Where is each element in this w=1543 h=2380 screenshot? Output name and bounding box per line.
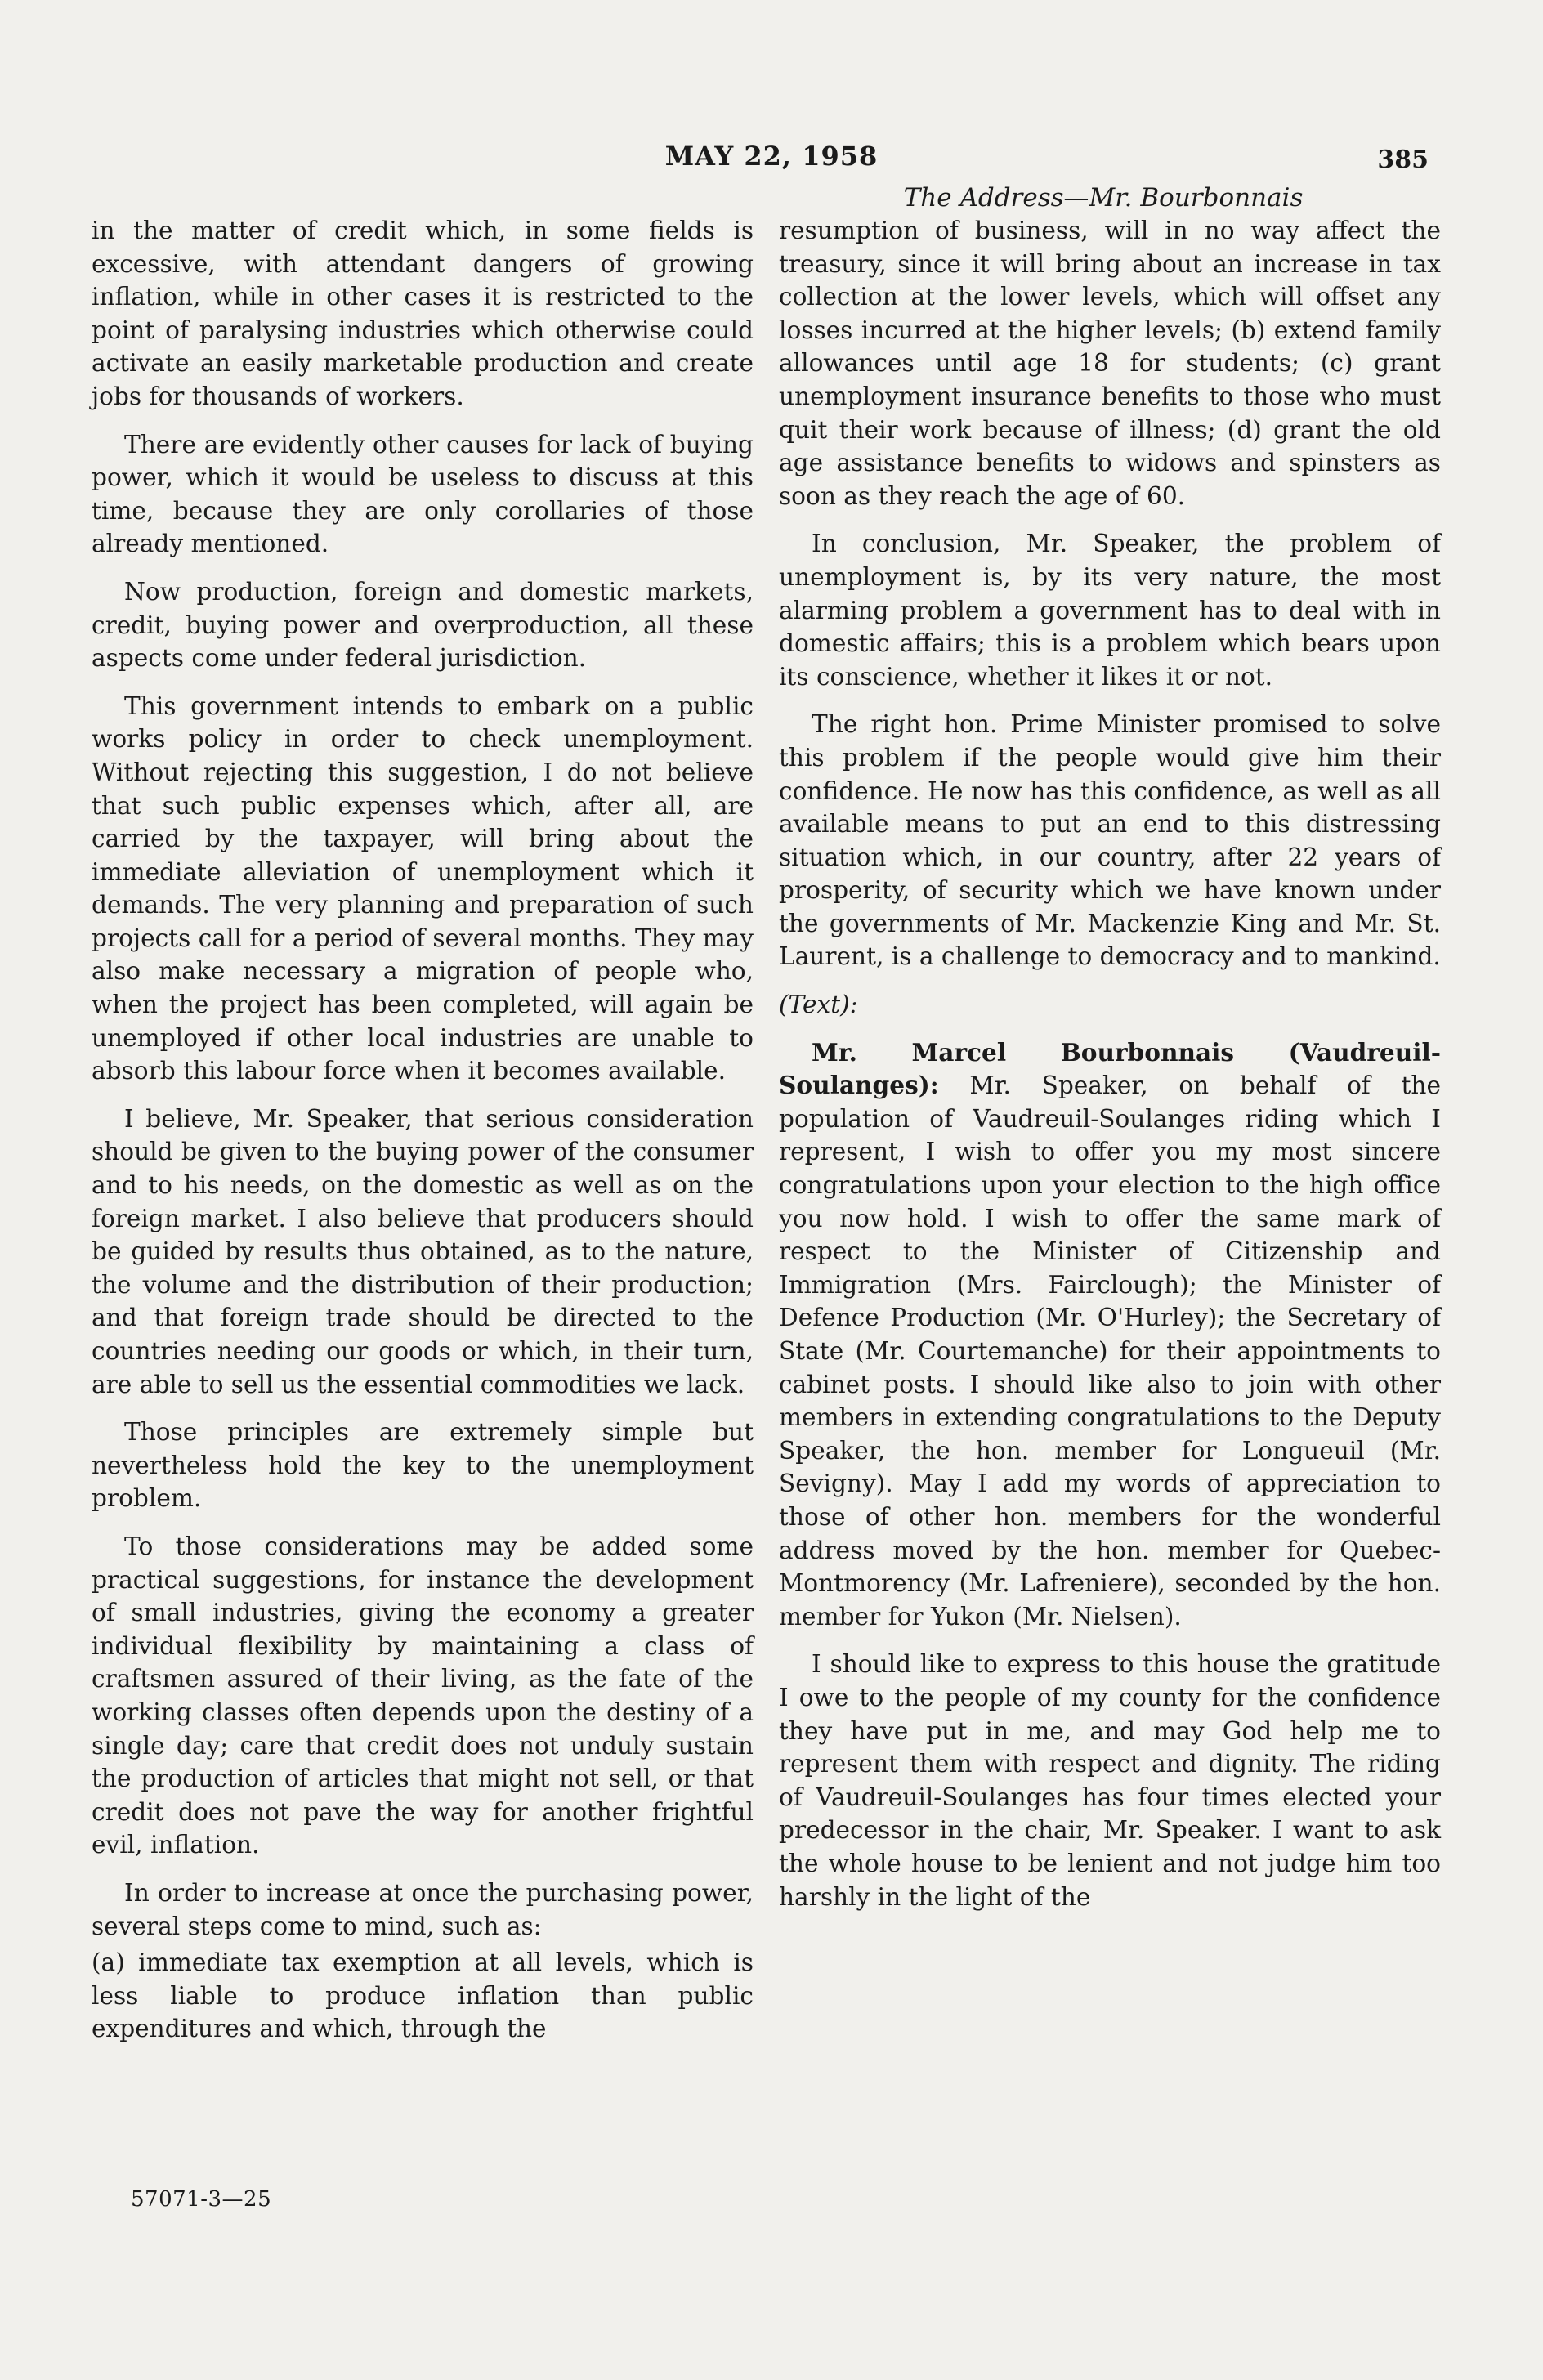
section-label: (Text): [779,991,858,1019]
paragraph: (a) immediate tax exemption at all levels, which is less liable to produce inflation than public expenditures and which, through the [92,1948,754,2043]
paragraph: This government intends to embark on a public works policy in order to check unemployment. Without rejecting this suggestion, I do not believe that such public expenses which, after all, are carried by the taxpayer, will bring about the immediate alleviation of unemployment which it demands. The very planning and preparation of such projects call for a period of several months. They may also make necessary a migration of people who, when the project has been completed, will again be unemployed if other local industries are unable to absorb this labour force when it becomes available. [92,691,754,1085]
page-header [0,141,1543,181]
page-number: 385 [1377,145,1429,174]
page-date: MAY 22, 1958 [664,141,879,172]
footer-code: 57071-3—25 [131,2187,272,2212]
paragraph: Now production, foreign and domestic markets, credit, buying power and overproduction, all these aspects come under federal jurisdiction. [92,577,754,673]
paragraph: resumption of business, will in no way affect the treasury, since it will bring about an increase in tax collection at the lower levels, which will offset any losses incurred at the higher levels; (b) extend family allowances until age 18 for students; (c) grant unemployment insurance benefits to those who must quit their work because of illness; (d) grant the old age assistance benefits to widows and spinsters as soon as they reach the age of 60. [779,217,1441,510]
paragraph: Those principles are extremely simple but nevertheless hold the key to the unemployment problem. [92,1418,754,1513]
running-head: The Address—Mr. Bourbonnais [903,183,1304,212]
speech-text: Mr. Speaker, on behalf of the population of Vaudreuil-Soulanges riding which I represent, I wish to offer you my most sincere congratulations upon your election to the high office you now hold. I wish to offer the same mark of respect to the Minister of Citizenship and Immigration (Mrs. Fairclough); the Minister of Defence Production (Mr. O'Hurley); the Secretary of State (Mr. Courtemanche) for their appointments to cabinet posts. I should like also to join with other members in extending congratulations to the Deputy Speaker, the hon. member for Longueuil (Mr. Sevigny). May I add my words of appreciation to those of other hon. members for the wonderful address moved by the hon. member for Quebec-Montmorency (Mr. Lafreniere), seconded by the hon. member for Yukon (Mr. Nielsen). [779,1071,1441,1631]
right-column [779,214,1441,1928]
paragraph: In order to increase at once the purchasing power, several steps come to mind, such as: [92,1878,754,1940]
paragraph: In conclusion, Mr. Speaker, the problem of unemployment is, by its very nature, the most alarming problem a government has to deal with in domestic affairs; this is a problem which bears upon its conscience, whether it likes it or not. [779,530,1441,691]
speaker-name: Mr. Marcel Bourbonnais (Vaudreuil-Soulanges): [779,1037,1441,1100]
paragraph: in the matter of credit which, in some fields is excessive, with attendant dangers of growing inflation, while in other cases it is restricted to the point of paralysing industries which otherwise could activate an easily marketable production and create jobs for thousands of workers. [92,217,754,410]
paragraph: To those considerations may be added some practical suggestions, for instance the development of small industries, giving the economy a greater individual flexibility by maintaining a class of craftsmen assured of their living, as the fate of the working classes often depends upon the destiny of a single day; care that credit does not unduly sustain the production of articles that might not sell, or that credit does not pave the way for another frightful evil, inflation. [92,1532,754,1859]
paragraph: I should like to express to this house the gratitude I owe to the people of my county for the confidence they have put in me, and may God help me to represent them with respect and dignity. The riding of Vaudreuil-Soulanges has four times elected your predecessor in the chair, Mr. Speaker. I want to ask the whole house to be lenient and not judge him too harshly in the light of the [779,1650,1441,1911]
paragraph: I believe, Mr. Speaker, that serious consideration should be given to the buying power of the consumer and to his needs, on the domestic as well as on the foreign market. I also believe that producers should be guided by results thus obtained, as to the nature, the volume and the distribution of their production; and that foreign trade should be directed to the countries needing our goods or which, in their turn, are able to sell us the essential commodities we lack. [92,1104,754,1398]
left-column [92,214,754,2060]
paragraph: The right hon. Prime Minister promised to solve this problem if the people would give him their confidence. He now has this confidence, as well as all available means to put an end to this distressing situation which, in our country, after 22 years of prosperity, of security which we have known under the governments of Mr. Mackenzie King and Mr. St. Laurent, is a challenge to democracy and to mankind. [779,710,1441,971]
speech-paragraph [779,1036,1441,1634]
paragraph: There are evidently other causes for lack of buying power, which it would be useless to discuss at this time, because they are only corollaries of those already mentioned. [92,430,754,558]
